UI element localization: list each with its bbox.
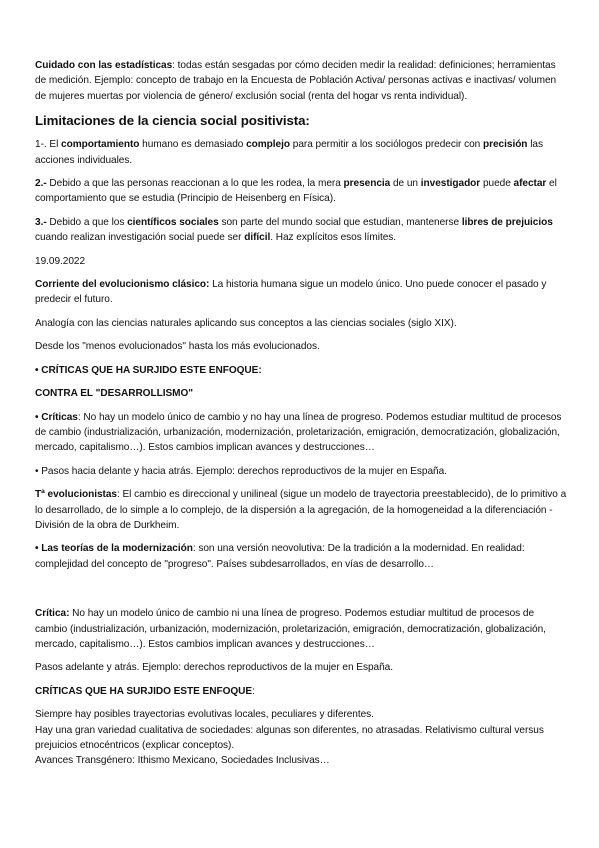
term-comportamiento: comportamiento xyxy=(61,139,140,151)
paragraph-estadisticas xyxy=(35,58,567,104)
paragraph-text: : No hay un modelo único de cambio y no hay una línea de progreso. Podemos estudiar multitud de procesos de cambio (industrialización, urbanización, modernización, proletarización, emigración, democratización, globalización, mercado, capitalismo…). Estos cambios implican avances y destrucciones… xyxy=(35,411,562,454)
heading-criticas-text: • CRÍTICAS QUE HA SURJIDO ESTE ENFOQUE: xyxy=(35,364,262,376)
paragraph-text: de un xyxy=(390,178,421,190)
paragraph-text: el comportamiento que se estudia (Principio de Heisenberg en Física). xyxy=(35,178,557,205)
paragraph-criticas xyxy=(35,410,567,456)
date-text: 19.09.2022 xyxy=(35,255,86,267)
term-dificil: difícil xyxy=(244,232,271,244)
list-number: 3.- xyxy=(35,216,47,228)
paragraph-modernizacion xyxy=(35,541,567,572)
paragraph-text: son parte del mundo social que estudian, mantenerse xyxy=(218,216,462,228)
paragraph-desde: Desde los "menos evolucionados" hasta los más evolucionados. xyxy=(35,341,320,353)
paragraph-text: . Haz explícitos esos límites. xyxy=(270,232,397,244)
paragraph-text: No hay un modelo único de cambio ni una línea de progreso. Podemos estudiar multitud de procesos de cambio (industrialización, urbanización, modernización, proletarización, emigración, democratización, globalización, mercado, capitalismo…). Estos cambios implican avances y destrucciones… xyxy=(35,608,546,650)
paragraph-text: Debido a que las personas reaccionan a lo que les rodea, la mera xyxy=(46,178,344,190)
paragraph-text: para permitir a los sociólogos predecir con xyxy=(290,139,483,151)
paragraph-trayectorias xyxy=(35,707,567,769)
line-trayectorias: Siempre hay posibles trayectorias evolutivas locales, peculiares y diferentes. xyxy=(35,709,374,721)
paragraph-pasos-1: • Pasos hacia delante y hacia atrás. Ejemplo: derechos reproductivos de la mujer en España. xyxy=(35,465,447,477)
paragraph-text: La historia humana sigue un modelo único. Uno puede conocer el pasado y predecir el futuro. xyxy=(35,279,547,306)
paragraph-text: : todas están sesgadas por cómo deciden medir la realidad: definiciones; herramientas de medición. Ejemplo: concepto de trabajo en la Encuesta de Población Activa/ personas activas e inactivas/ volumen de mujeres muertas por violencia de género/ exclusión social (renta del hogar vs renta individual). xyxy=(35,60,557,102)
term-libres-de-prejuicios: libres de prejuicios xyxy=(461,216,553,228)
term-evolucionismo: Corriente del evolucionismo clásico: xyxy=(35,279,210,291)
paragraph-text: : El cambio es direccional y unilineal (sigue un modelo de trayectoria preestablecido), de lo primitivo a lo desarrollado, de lo simple a lo complejo, de la dispersión a la agregación, de la homogeneidad a la diferenciación - División de la obra de Durkheim. xyxy=(35,489,567,531)
paragraph-text: cuando realizan investigación social puede ser xyxy=(35,232,245,244)
paragraph-text: 1-. El xyxy=(35,139,62,151)
term-evolucionistas: Tª evolucionistas xyxy=(35,489,117,501)
term-complejo: complejo xyxy=(246,139,290,151)
line-variedad: Hay una gran variedad cualitativa de sociedades: algunas son diferentes, no atrasadas. Relativismo cultural versus prejuicios etnocéntricos (explicar conceptos). xyxy=(35,724,544,751)
paragraph-text: humano es demasiado xyxy=(139,139,247,151)
heading-criticas-2-text: CRÍTICAS QUE HA SURJIDO ESTE ENFOQUE xyxy=(35,685,253,697)
paragraph-limitacion-1 xyxy=(35,137,567,168)
paragraph-limitacion-2 xyxy=(35,176,567,207)
paragraph-limitacion-3 xyxy=(35,215,567,246)
paragraph-text: las acciones individuales. xyxy=(35,139,543,166)
term-investigador: investigador xyxy=(420,178,481,190)
term-modernizacion: • Las teorías de la modernización xyxy=(35,543,193,555)
term-presencia: presencia xyxy=(343,178,391,190)
paragraph-evolucionistas xyxy=(35,487,567,533)
paragraph-critica xyxy=(35,606,567,652)
paragraph-evolucionismo xyxy=(35,277,567,308)
list-number: 2.- xyxy=(35,178,47,190)
paragraph-analogia: Analogía con las ciencias naturales aplicando sus conceptos a las ciencias sociales (siglo XIX). xyxy=(35,317,457,329)
heading-desarrollismo xyxy=(35,386,567,401)
heading-desarrollismo-text: CONTRA EL "DESARROLLISMO" xyxy=(35,388,194,400)
heading-criticas-2 xyxy=(35,684,567,699)
paragraph-text: puede xyxy=(480,178,514,190)
term-afectar: afectar xyxy=(513,178,547,190)
term-cientificos-sociales: científicos sociales xyxy=(127,216,219,228)
line-avances: Avances Transgénero: Ithismo Mexicano, Sociedades Inclusivas… xyxy=(35,755,330,767)
heading-criticas-1 xyxy=(35,363,567,378)
paragraph-text: : son una versión neovolutiva: De la tradición a la modernidad. En realidad: complejidad del concepto de "progreso". Países subdesarrollados, en vías de desarrollo… xyxy=(35,543,525,570)
paragraph-text: Debido a que los xyxy=(46,216,128,228)
term-critica: Crítica: xyxy=(35,608,70,620)
paragraph-pasos-2: Pasos adelante y atrás. Ejemplo: derechos reproductivos de la mujer en España. xyxy=(35,662,393,674)
heading-limitaciones: Limitaciones de la ciencia social positivista: xyxy=(35,113,310,129)
term-precision: precisión xyxy=(483,139,528,151)
term-estadisticas: Cuidado con las estadísticas xyxy=(35,60,173,71)
paragraph-text: : xyxy=(252,685,255,697)
document-body xyxy=(35,58,567,769)
term-criticas: • Críticas xyxy=(35,411,78,423)
